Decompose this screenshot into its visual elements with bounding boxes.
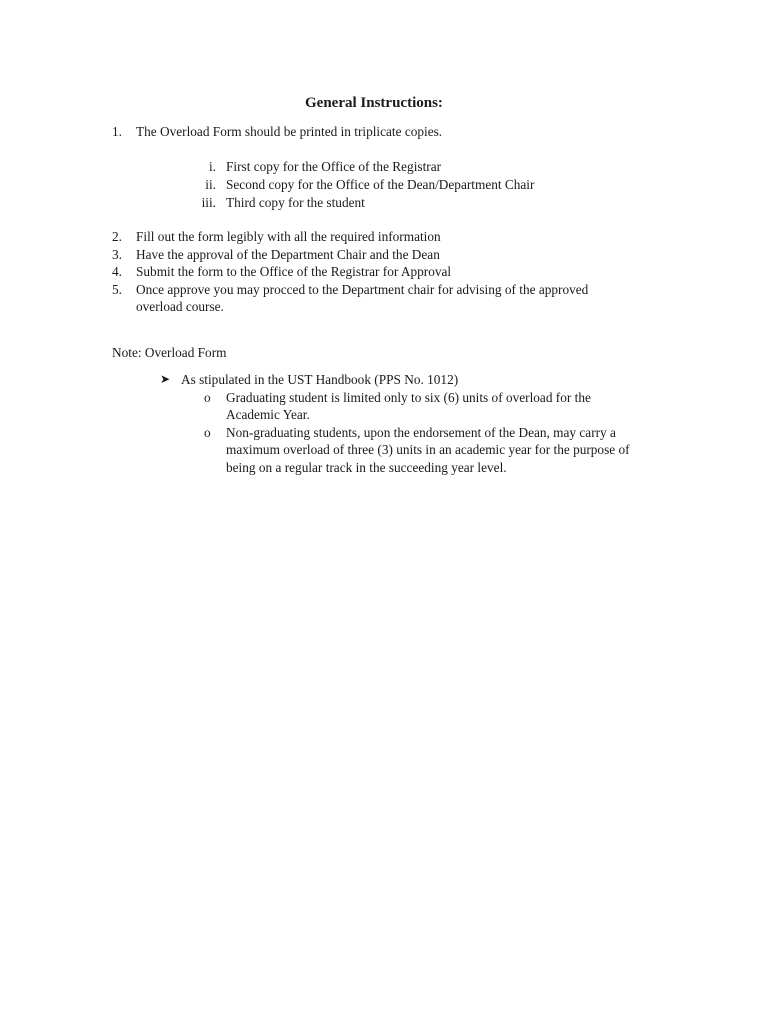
- list-number: 1.: [112, 124, 122, 139]
- sublist-number: i.: [208, 159, 216, 174]
- bullet-text: being on a regular track in the succeeding year level.: [226, 460, 507, 475]
- bullet-text: Non-graduating students, upon the endorsement of the Dean, may carry a: [226, 425, 616, 440]
- note-label: Note: Overload Form: [112, 345, 227, 360]
- sublist-item: First copy for the Office of the Registrar: [226, 159, 442, 174]
- sublist-number: iii.: [201, 195, 216, 210]
- list-number: 3.: [112, 247, 122, 262]
- bullet-text: Academic Year.: [226, 407, 310, 422]
- list-number: 5.: [112, 282, 122, 297]
- list-item: Submit the form to the Office of the Registrar for Approval: [136, 264, 452, 279]
- list-number: 2.: [112, 229, 122, 244]
- bullet-text: Graduating student is limited only to six (6) units of overload for the: [226, 390, 591, 405]
- stipulation-text: As stipulated in the UST Handbook (PPS No. 1012): [181, 372, 459, 387]
- bullet-marker: o: [204, 425, 211, 440]
- list-item: The Overload Form should be printed in triplicate copies.: [136, 124, 443, 139]
- list-item: Have the approval of the Department Chair and the Dean: [136, 247, 440, 262]
- page-title: General Instructions:: [305, 95, 443, 111]
- sublist-item: Third copy for the student: [226, 195, 365, 210]
- list-item: Once approve you may procced to the Department chair for advising of the approved: [136, 282, 589, 297]
- sublist-item: Second copy for the Office of the Dean/Department Chair: [226, 177, 535, 192]
- list-number: 4.: [112, 264, 122, 279]
- bullet-marker: o: [204, 390, 211, 405]
- list-item-continuation: overload course.: [136, 299, 224, 314]
- list-item: Fill out the form legibly with all the required information: [136, 229, 441, 244]
- arrow-bullet-icon: ➤: [160, 372, 171, 386]
- bullet-text: maximum overload of three (3) units in an academic year for the purpose of: [226, 442, 630, 457]
- sublist-number: ii.: [205, 177, 216, 192]
